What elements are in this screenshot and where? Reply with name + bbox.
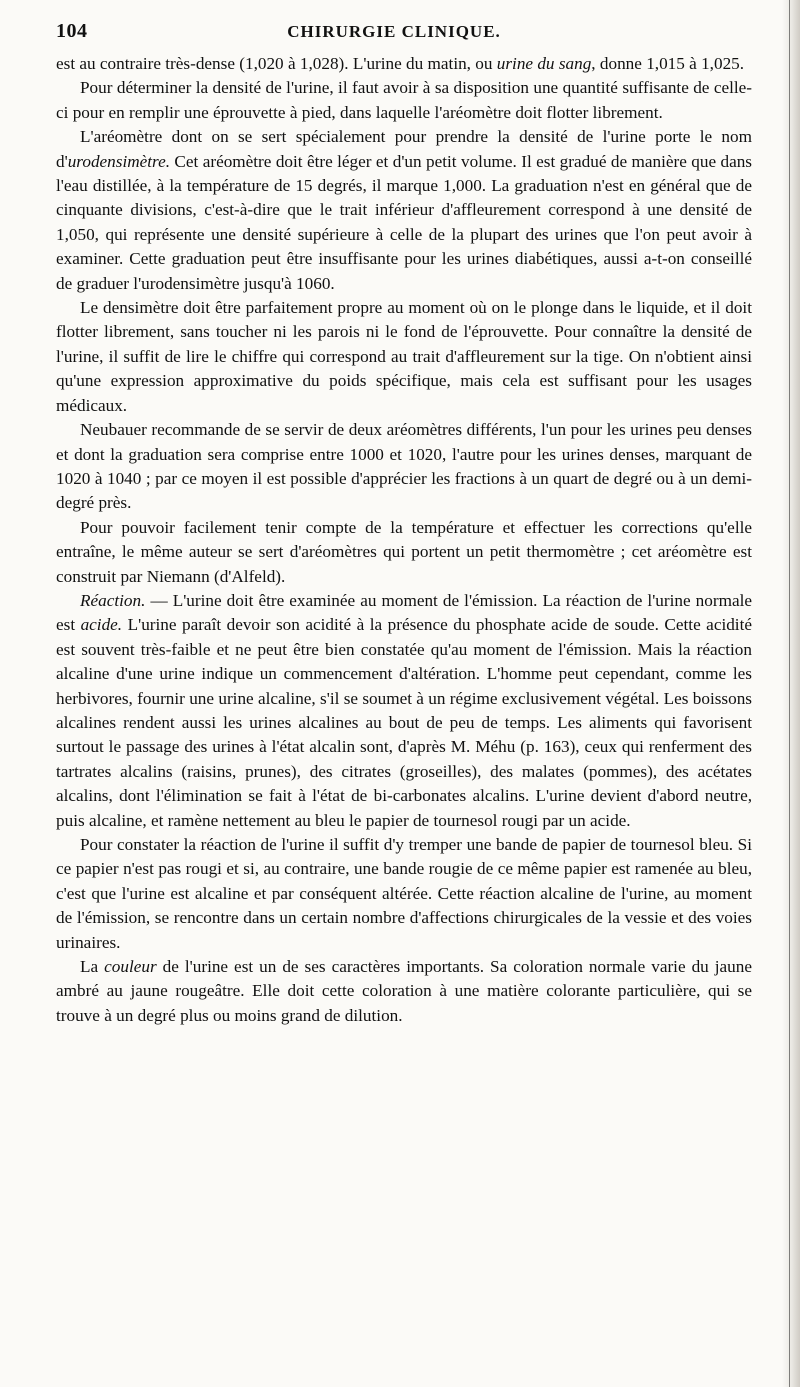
page-edge-line <box>789 0 790 1387</box>
page-header <box>56 20 752 50</box>
paragraph: La couleur de l'urine est un de ses caractères importants. Sa coloration normale varie du jaune ambré au jaune rougeâtre. Elle doit cette coloration à une matière colorante particulière, qui se trouve à un degré plus ou moins grand de dilution. <box>56 957 752 1025</box>
paragraph: Pour constater la réaction de l'urine il suffit d'y tremper une bande de papier de tournesol bleu. Si ce papier n'est pas rougi et si, au contraire, une bande rougie de ce même papier est ramenée au bleu, c'est que l'urine est alcaline et par conséquent altérée. Cette réaction alcaline de l'urine, au moment de l'émission, se rencontre dans un certain nombre d'affections chirurgicales de la vessie et des voies urinaires. <box>56 835 752 952</box>
paragraph: Pour pouvoir facilement tenir compte de la température et effectuer les corrections qu'elle entraîne, le même auteur se sert d'aréomètres qui portent un petit thermomètre ; cet aréomètre est construit par Niemann (d'Alfeld). <box>56 517 752 586</box>
paragraph: Neubauer recommande de se servir de deux aréomètres différents, l'un pour les urines peu denses et dont la graduation sera comprise entre 1000 et 1020, l'autre pour les urines denses, marquant de 1020 à 1040 ; par ce moyen il est possible d'apprécier les fractions à un quart de degré ou à un demi-degré près. <box>56 420 752 513</box>
page-gutter-shadow <box>782 0 800 1387</box>
paragraph: Pour déterminer la densité de l'urine, il faut avoir à sa disposition une quantité suffisante de celle-ci pour en remplir une éprouvette à pied, dans laquelle l'aréomètre doit flotter librement. <box>56 78 752 122</box>
paragraph: Réaction. — L'urine doit être examinée au moment de l'émission. La réaction de l'urine normale est acide. L'urine paraît devoir son acidité à la présence du phosphate acide de soude. Cette acidité est souvent très-faible et ne peut être bien constatée qu'au moment de l'émission. Mais la réaction alcaline d'une urine indique un commencement d'altération. L'homme peut cependant, comme les herbivores, fournir une urine alcaline, s'il se soumet à un régime exclusivement végétal. Les boissons alcalines rendent aussi les urines alcalines au bout de peu de temps. Les aliments qui favorisent surtout le passage des urines à l'état alcalin sont, d'après M. Méhu (p. 163), ceux qui renferment des tartrates alcalins (raisins, prunes), des citrates (groseilles), des malates (pommes), des acétates alcalins, dont l'élimination se fait à l'état de bi-carbonates alcalins. L'urine devient d'abord neutre, puis alcaline, et ramène nettement au bleu le papier de tournesol rougi par un acide. <box>56 590 752 830</box>
body-text <box>56 52 752 1028</box>
page-number: 104 <box>56 20 88 42</box>
running-title: CHIRURGIE CLINIQUE. <box>287 22 501 41</box>
paragraph: L'aréomètre dont on se sert spécialement pour prendre la densité de l'urine porte le nom d'urodensimètre. Cet aréomètre doit être léger et d'un petit volume. Il est gradué de manière que dans l'eau distillée, à la température de 15 degrés, il marque 1,000. La graduation n'est en général que de cinquante divisions, c'est-à-dire que le trait inférieur d'affleurement correspond à une densité de 1,050, qui représente une densité supérieure à celle de la plupart des urines que l'on peut avoir à examiner. Cette graduation peut être insuffisante pour les urines diabétiques, aussi a-t-on conseillé de graduer l'urodensimètre jusqu'à 1060. <box>56 127 752 293</box>
paragraph: Le densimètre doit être parfaitement propre au moment où on le plonge dans le liquide, et il doit flotter librement, sans toucher ni les parois ni le fond de l'éprouvette. Pour connaître la densité de l'urine, il suffit de lire le chiffre qui correspond au trait d'affleurement sur la tige. On n'obtient ainsi qu'une expression approximative du poids spécifique, mais cela est suffisant pour les usages médicaux. <box>56 298 752 415</box>
paragraph: est au contraire très-dense (1,020 à 1,028). L'urine du matin, ou urine du sang, donne 1,015 à 1,025. <box>56 54 745 73</box>
